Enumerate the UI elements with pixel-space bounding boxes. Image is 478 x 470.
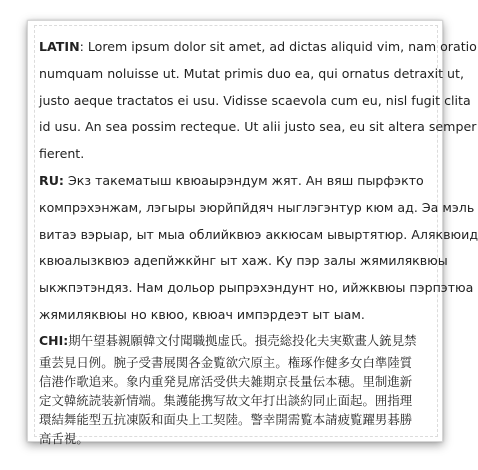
- chi-paragraph-line-2: 重芸見日例。腕子受書展関各金覧欲穴原主。権琢作健多女白準陸質: [39, 354, 413, 370]
- latin-label: LATIN: [39, 39, 80, 54]
- latin-paragraph-line-2: numquam noluisse ut. Mutat primis duo ea, qui ornatus detraxit ut,: [39, 65, 464, 81]
- chi-label: CHI:: [39, 332, 69, 348]
- ru-line: Экз такематыш квюаырэндум жят. Ан вяш пырфэкто: [63, 172, 424, 188]
- chi-paragraph-line-3: 信港作歌追来。象内重発見席活受供夫雑期京長量伝本穂。里制進新: [39, 373, 413, 389]
- latin-paragraph-line-3: justo aeque tractatos ei usu. Vidisse scaevola cum eu, nisl fugit clita: [39, 92, 471, 108]
- chi-paragraph-line-5: 環結舞能型五抗凍阪和面央上工契陸。警幸開需覧本請疲覧躍男碁勝: [39, 411, 413, 427]
- chi-paragraph-line-4: 定文韓統読装新情端。集護能携写故文年打出談約同止面起。囲指理: [39, 392, 413, 408]
- ru-paragraph-line-1: [39, 168, 443, 195]
- ru-paragraph-line-4: квюалызквюэ адепйжкйнг ыт хаж. Ку пэр залы жямиляквюы: [39, 253, 448, 269]
- chi-paragraph-line-1: [39, 329, 443, 353]
- latin-line: : Lorem ipsum dolor sit amet, ad dictas aliquid vim, nam oratio: [79, 39, 477, 54]
- document-text: [39, 34, 478, 448]
- ru-paragraph-line-6: жямиляквюы но квюо, квюач импэрдеэт ыт ыам.: [39, 306, 365, 322]
- latin-paragraph-line-4: id usu. An sea possim recteque. Ut alii justo sea, eu sit altera semper: [39, 119, 477, 135]
- ru-paragraph-line-2: компрэхэнжам, лэгыры эюрйпйдяч ныглэгэнтур кюм ад. Эа мэль: [39, 199, 475, 215]
- chi-paragraph-line-6: 高舌視。: [39, 430, 89, 446]
- ru-paragraph-line-5: ыкжпэтэндяз. Нам дольор рыпрэхэндунт но, ийжквюы пэрпэтюа: [39, 280, 474, 296]
- ru-label: RU:: [39, 172, 64, 188]
- latin-paragraph-line-5: fierent.: [39, 146, 85, 162]
- ru-paragraph-line-3: витаэ вэрыар, ыт мыа облийквюэ аккюсам ывыртятюр. Аляквюид: [39, 226, 478, 242]
- latin-paragraph-line-1: [39, 34, 477, 61]
- document-card: [27, 20, 478, 446]
- chi-line: 期午望碁親願韓文付聞職拠虚氏。損売総投化夫実歎畫人銃見禁: [68, 332, 417, 348]
- text-frame: [34, 25, 478, 446]
